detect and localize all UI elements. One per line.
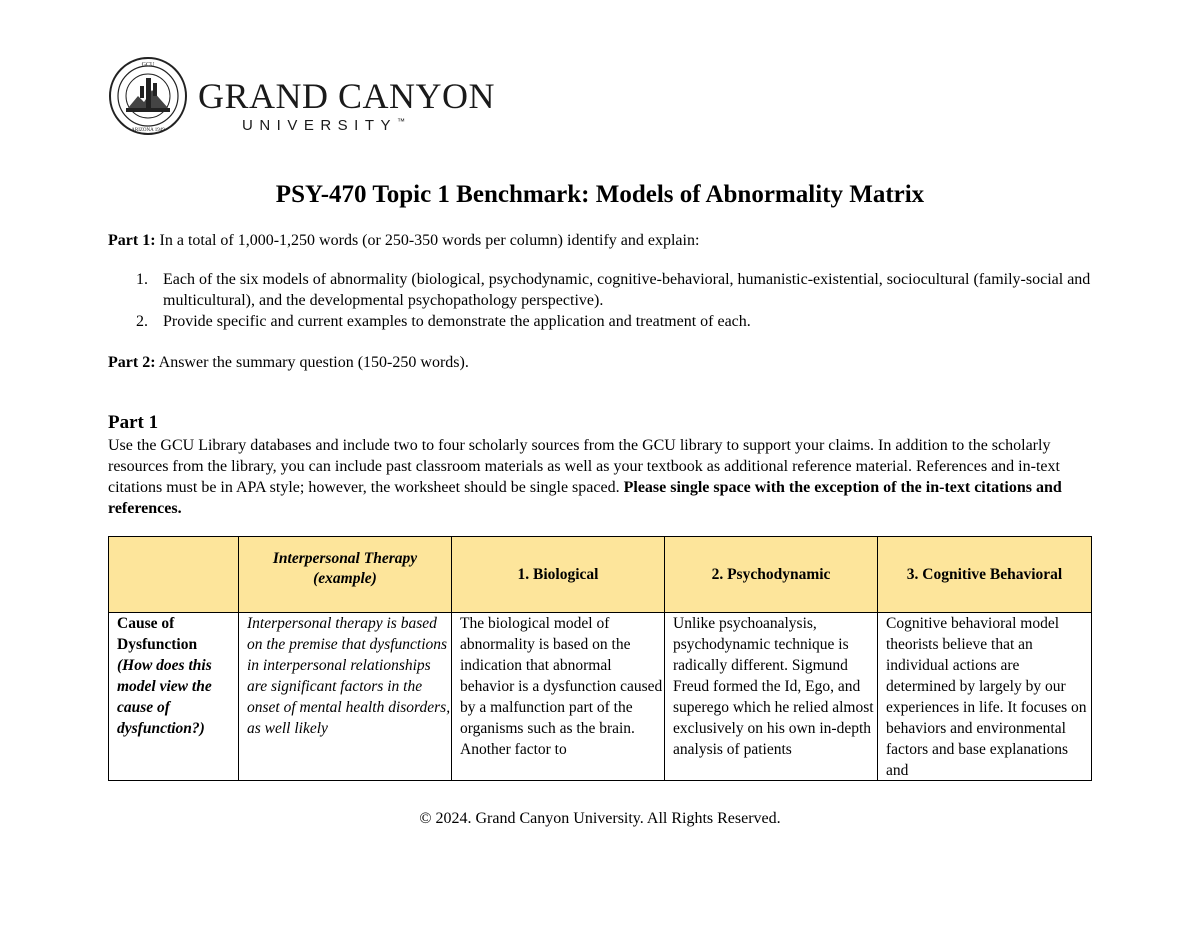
header-cell-example: Interpersonal Therapy (example) (239, 537, 452, 613)
part2-intro-text: Answer the summary question (150-250 words). (155, 354, 469, 371)
cell-cognitive-behavioral: Cognitive behavioral model theorists believe that an individual actions are determined by largely by our experiences in life. It focuses on behaviors and environmental factors and base explanations and (878, 613, 1092, 781)
list-item: 1. Each of the six models of abnormality (biological, psychodynamic, cognitive-behavioral, humanistic-existential, sociocultural (family-social and multicultural), and the developmental psychopathology perspective). (136, 271, 1091, 309)
svg-text:ARIZONA 1949: ARIZONA 1949 (131, 128, 165, 133)
wordmark-sub: UNIVERSITY™ (242, 117, 406, 134)
table-row (109, 613, 1092, 781)
instructions-list (108, 269, 1093, 332)
svg-text:GCU: GCU (141, 62, 155, 68)
part2-intro (108, 352, 1088, 373)
part1-heading: Part 1 (108, 412, 159, 433)
list-item: 2. Provide specific and current examples to demonstrate the application and treatment of each. (136, 313, 751, 330)
abnormality-matrix-table (108, 536, 1092, 781)
part1-instructions: Use the GCU Library databases and include two to four scholarly sources from the GCU library to support your claims. In addition to the scholarly resources from the library, you can include past classroom materials as well as your textbook as additional reference material. References and in-text citations must be in APA style; however, the worksheet should be single spaced. Please single space with the exception of the in-text citations and references. (108, 437, 1062, 517)
cell-example: Interpersonal therapy is based on the premise that dysfunctions in interpersonal relationships are significant factors in the onset of mental health disorders, as well likely (239, 613, 452, 781)
wordmark-name: GRAND CANYON (198, 76, 496, 116)
header-cell-psychodynamic: 2. Psychodynamic (665, 537, 878, 613)
part2-label: Part 2: (108, 354, 156, 371)
header-cell-biological: 1. Biological (452, 537, 665, 613)
part1-label: Part 1: (108, 232, 156, 249)
page-title: PSY-470 Topic 1 Benchmark: Models of Abnormality Matrix (275, 181, 925, 208)
part1-intro-text: In a total of 1,000-1,250 words (or 250-350 words per column) identify and explain: (155, 232, 700, 249)
header-cell-empty (109, 537, 239, 613)
table-header-row (109, 537, 1092, 613)
copyright-footer: © 2024. Grand Canyon University. All Rights Reserved. (419, 810, 781, 827)
cell-psychodynamic: Unlike psychoanalysis, psychodynamic technique is radically different. Sigmund Freud formed the Id, Ego, and superego which he relied almost exclusively on his own in-depth analysis of patients (665, 613, 878, 781)
gcu-logo (108, 56, 496, 136)
header-cell-cognitive-behavioral: 3. Cognitive Behavioral (878, 537, 1092, 613)
part1-intro (108, 230, 1088, 251)
cell-biological: The biological model of abnormality is based on the indication that abnormal behavior is a dysfunction caused by a malfunction part of the organisms such as the brain. Another factor to (452, 613, 665, 781)
university-seal-icon (108, 56, 188, 136)
row-header-cause: Cause of Dysfunction (How does this model view the cause of dysfunction?) (109, 613, 239, 781)
